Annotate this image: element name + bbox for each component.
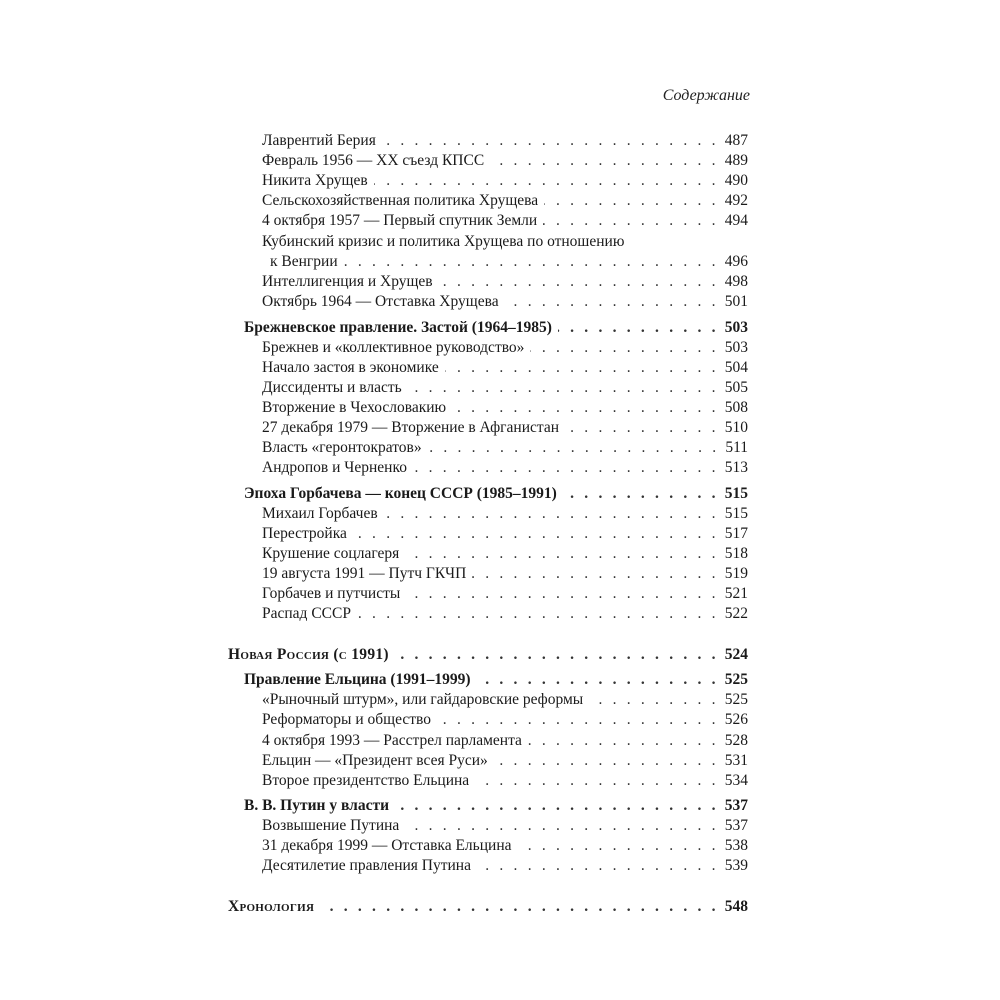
toc-entry: Крушение соцлагеря . . . 518 — [262, 544, 748, 564]
toc-chapter: Новая Россия (с 1991) . . . 524 — [228, 645, 748, 665]
toc-section: Правление Ельцина (1991–1999) . . . 525 — [244, 670, 748, 690]
toc-entry: Ельцин — «Президент всея Руси» . . . 531 — [262, 751, 748, 771]
toc-entry: Брежнев и «коллективное руководство» . . . 503 — [262, 338, 748, 358]
toc-entry: Октябрь 1964 — Отставка Хрущева . . . 501 — [262, 292, 748, 312]
toc-entry: Горбачев и путчисты . . . 521 — [262, 584, 748, 604]
toc-entry: 27 декабря 1979 — Вторжение в Афганистан . . . 510 — [262, 418, 748, 438]
toc-entry: Андропов и Черненко . . . 513 — [262, 458, 748, 478]
running-header: Содержание — [662, 87, 750, 104]
toc-entry: Десятилетие правления Путина . . . 539 — [262, 856, 748, 876]
toc-entry: Диссиденты и власть . . . 505 — [262, 378, 748, 398]
toc-entry: 31 декабря 1999 — Отставка Ельцина . . . 538 — [262, 836, 748, 856]
toc-entry: Начало застоя в экономике . . . 504 — [262, 358, 748, 378]
toc-entry: Никита Хрущев . . . 490 — [262, 171, 748, 191]
toc-entry: Возвышение Путина . . . 537 — [262, 816, 748, 836]
toc-entry: Второе президентство Ельцина . . . 534 — [262, 771, 748, 791]
toc-entry: Перестройка . . . 517 — [262, 524, 748, 544]
toc-entry-wrapped-line: Кубинский кризис и политика Хрущева по отношению — [262, 233, 625, 250]
toc-entry: Лаврентий Берия . . . 487 — [262, 131, 748, 151]
toc-section: Брежневское правление. Застой (1964–1985) . . . 503 — [244, 318, 748, 338]
toc-entry: Февраль 1956 — XX съезд КПСС . . . 489 — [262, 151, 748, 171]
toc-section: Эпоха Горбачева — конец СССР (1985–1991) . . . 515 — [244, 484, 748, 504]
toc-entry: Распад СССР . . . 522 — [262, 604, 748, 624]
toc-entry: Власть «геронтократов» . . . 511 — [262, 438, 748, 458]
toc-entry: «Рыночный штурм», или гайдаровские реформы . . . 525 — [262, 690, 748, 710]
toc-entry: 4 октября 1957 — Первый спутник Земли . . . 494 — [262, 211, 748, 231]
toc-entry: к Венгрии . . . 496 — [270, 252, 748, 272]
toc-entry: Вторжение в Чехословакию . . . 508 — [262, 398, 748, 418]
toc-entry: Сельскохозяйственная политика Хрущева . . . 492 — [262, 191, 748, 211]
toc-entry: Реформаторы и общество . . . 526 — [262, 710, 748, 730]
toc-entry: 4 октября 1993 — Расстрел парламента . . . 528 — [262, 731, 748, 751]
toc-section: В. В. Путин у власти . . . 537 — [244, 796, 748, 816]
toc-chapter: Хронология . . . 548 — [228, 897, 748, 917]
toc-entry: Интеллигенция и Хрущев . . . 498 — [262, 272, 748, 292]
toc-entry: Михаил Горбачев . . . 515 — [262, 504, 748, 524]
toc-entry: 19 августа 1991 — Путч ГКЧП . . . 519 — [262, 564, 748, 584]
